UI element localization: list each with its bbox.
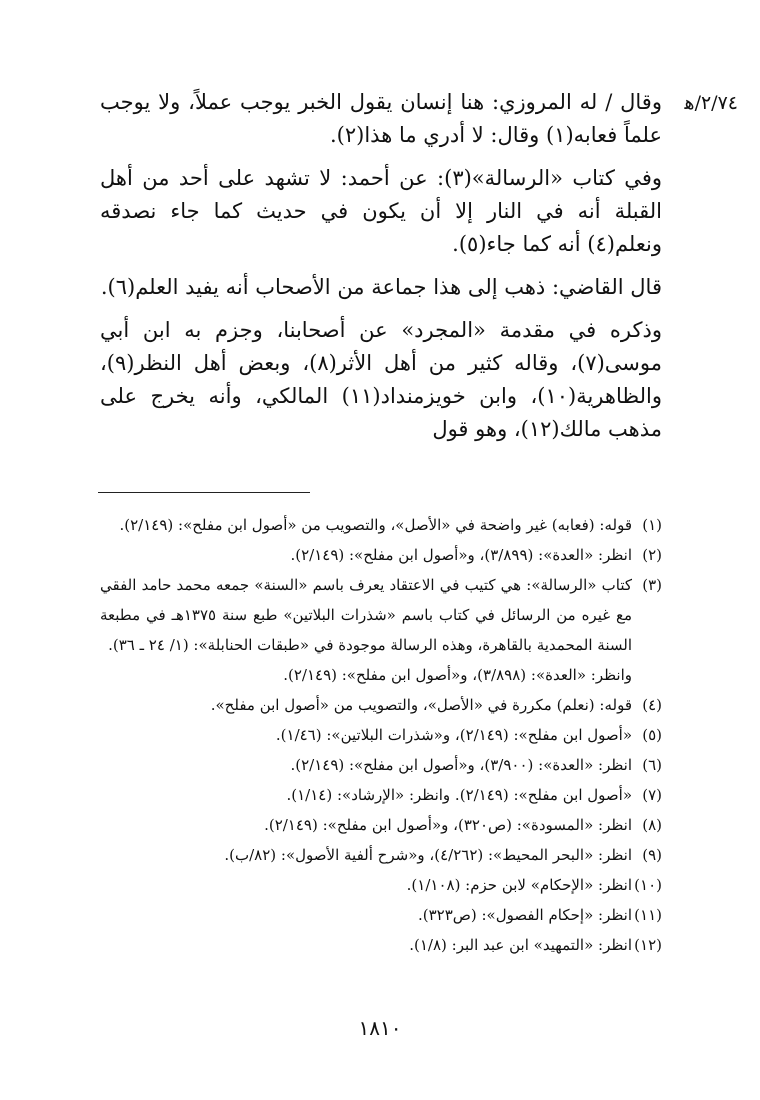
footnote: (٩) انظر: «البحر المحيط»: (٤/٢٦٢)، و«شرح ألفية الأصول»: (٨٢/ب).	[224, 846, 662, 864]
manuscript-margin-reference: ٢/٧٤/ﻫ	[684, 92, 738, 114]
footnote: (٨) انظر: «المسودة»: (ص٣٢٠)، و«أصول ابن مفلح»: (٢/١٤٩).	[264, 816, 662, 834]
footnote: (٧) «أصول ابن مفلح»: (٢/١٤٩). وانظر: «الإرشاد»: (١/١٤).	[286, 786, 662, 804]
footnote: (١١) انظر: «إحكام الفصول»: (ص٣٢٣).	[417, 906, 662, 924]
main-text	[100, 86, 662, 446]
footnote-separator	[98, 492, 310, 493]
footnotes	[100, 510, 662, 960]
footnote: (١) قوله: (فعابه) غير واضحة في «الأصل»، والتصويب من «أصول ابن مفلح»: (٢/١٤٩).	[119, 516, 662, 534]
paragraph: قال القاضي: ذهب إلى هذا جماعة من الأصحاب أنه يفيد العلم(٦).	[100, 275, 662, 299]
footnote: (١٢) انظر: «التمهيد» ابن عبد البر: (١/٨).	[409, 936, 662, 954]
footnote: (٤) قوله: (نعلم) مكررة في «الأصل»، والتصويب من «أصول ابن مفلح».	[210, 696, 662, 714]
paragraph: وذكره في مقدمة «المجرد» عن أصحابنا، وجزم به ابن أبي موسى(٧)، وقاله كثير من أهل الأثر(٨)، وبعض أهل النظر(٩)، والظاهرية(١٠)، وابن خويزمنداد(١١) المالكي، وأنه يخرج على مذهب مالك(١٢)، وهو قول	[100, 318, 662, 441]
paragraph: وفي كتاب «الرسالة»(٣): عن أحمد: لا تشهد على أحد من أهل القبلة أنه في النار إلا أن يكون في حديث كما جاء نصدقه ونعلم(٤) أنه كما جاء(٥).	[100, 166, 662, 256]
footnote: (٦) انظر: «العدة»: (٣/٩٠٠)، و«أصول ابن مفلح»: (٢/١٤٩).	[290, 756, 662, 774]
page-number: ١٨١٠	[358, 1016, 402, 1040]
paragraph: وقال / له المروزي: هنا إنسان يقول الخبر يوجب عملاً، ولا يوجب علماً فعابه(١) وقال: لا أدري ما هذا(٢).	[100, 90, 662, 147]
footnote: (٣) كتاب «الرسالة»: هي كتيب في الاعتقاد يعرف باسم «السنة» جمعه محمد حامد الفقي مع غيره من الرسائل في كتاب باسم «شذرات البلاتين» طبع سنة ١٣٧٥هـ في مطبعة السنة المحمدية بالقاهرة، وهذه الرسالة موجودة في «طبقات الحنابلة»: (١/ ٢٤ ـ ٣٦).	[100, 576, 662, 654]
footnote-continuation: وانظر: «العدة»: (٣/٨٩٨)، و«أصول ابن مفلح»: (٢/١٤٩).	[283, 666, 632, 684]
footnote: (٥) «أصول ابن مفلح»: (٢/١٤٩)، و«شذرات البلاتين»: (١/٤٦).	[275, 726, 662, 744]
footnote: (١٠) انظر: «الإحكام» لابن حزم: (١/١٠٨).	[406, 876, 662, 894]
footnote: (٢) انظر: «العدة»: (٣/٨٩٩)، و«أصول ابن مفلح»: (٢/١٤٩).	[290, 546, 662, 564]
